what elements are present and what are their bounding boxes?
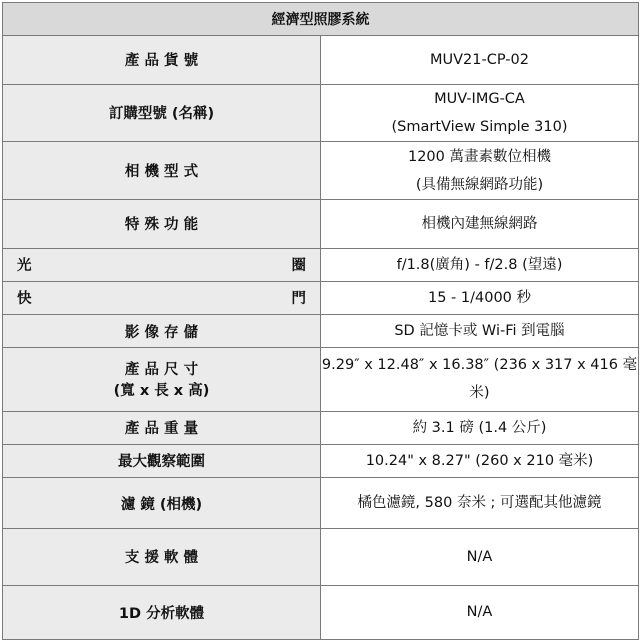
value-order-model <box>321 84 639 141</box>
value-text: 15 - 1/4000 秒 <box>427 289 532 306</box>
label-text: 產 品 貨 號 <box>124 53 199 70</box>
label-text: 產 品 重 量 <box>124 421 199 438</box>
spec-table <box>2 2 639 640</box>
label-text: 特 殊 功 能 <box>124 217 199 234</box>
label-text: 支 援 軟 體 <box>124 550 199 567</box>
value-text: (具備無線網路功能) <box>415 176 544 193</box>
label-text: 1D 分析軟體 <box>118 605 205 622</box>
value-text: 相機內建無線網路 <box>421 215 538 232</box>
label-image-storage <box>3 314 321 347</box>
label-text: 光 <box>17 258 32 275</box>
value-text: (SmartView Simple 310) <box>391 118 568 135</box>
table-row <box>3 477 639 528</box>
value-weight <box>321 411 639 444</box>
label-aperture <box>3 248 321 281</box>
value-text: N/A <box>466 548 493 565</box>
value-camera-type <box>321 141 639 199</box>
label-order-model <box>3 84 321 141</box>
label-filter <box>3 477 321 528</box>
value-view-range <box>321 444 639 477</box>
label-text: 快 <box>17 291 32 308</box>
value-product-number <box>321 36 639 84</box>
value-filter <box>321 477 639 528</box>
label-product-number <box>3 36 321 84</box>
label-text: 濾 鏡 (相機) <box>120 496 203 513</box>
table-row <box>3 36 639 84</box>
label-weight <box>3 411 321 444</box>
table-row <box>3 314 639 347</box>
label-text: 產 品 尺 寸 <box>124 362 199 379</box>
value-text: MUV21-CP-02 <box>430 51 529 68</box>
label-text: 最大觀察範圍 <box>118 454 205 471</box>
value-special-feature <box>321 200 639 248</box>
table-row <box>3 84 639 141</box>
table-row <box>3 444 639 477</box>
label-view-range <box>3 444 321 477</box>
table-row <box>3 200 639 248</box>
value-support-software <box>321 529 639 585</box>
label-shutter <box>3 281 321 314</box>
label-text: 門 <box>291 291 306 308</box>
table-row <box>3 348 639 411</box>
label-camera-type <box>3 141 321 199</box>
table-row <box>3 411 639 444</box>
value-text: 9.29″ x 12.48″ x 16.38″ (236 x 317 x 416 毫米) <box>321 357 638 402</box>
value-text: SD 記憶卡或 Wi-Fi 到電腦 <box>394 323 565 340</box>
table-row <box>3 141 639 199</box>
label-text: 影 像 存 儲 <box>124 324 199 341</box>
value-dimensions <box>321 348 639 411</box>
label-support-software <box>3 529 321 585</box>
label-dimensions <box>3 348 321 411</box>
label-text: (寬 x 長 x 高) <box>113 383 210 400</box>
title-row <box>3 3 639 36</box>
label-text: 相 機 型 式 <box>124 164 199 181</box>
table-row <box>3 529 639 585</box>
value-shutter <box>321 281 639 314</box>
value-text: 橘色濾鏡, 580 奈米 ; 可選配其他濾鏡 <box>357 495 602 512</box>
value-text: f/1.8(廣角) - f/2.8 (望遠) <box>396 256 563 273</box>
value-text: 約 3.1 磅 (1.4 公斤) <box>412 419 547 436</box>
value-text: N/A <box>466 604 493 621</box>
table-title: 經濟型照膠系統 <box>3 3 639 36</box>
value-aperture <box>321 248 639 281</box>
value-analysis-software <box>321 585 639 639</box>
value-text: 10.24" x 8.27" (260 x 210 毫米) <box>365 452 594 469</box>
label-text: 訂購型號 (名稱) <box>108 106 215 123</box>
value-text: 1200 萬畫素數位相機 <box>407 148 551 165</box>
value-text: MUV-IMG-CA <box>434 90 525 107</box>
label-special-feature <box>3 200 321 248</box>
value-image-storage <box>321 314 639 347</box>
table-row <box>3 585 639 639</box>
table-row <box>3 248 639 281</box>
label-analysis-software <box>3 585 321 639</box>
label-text: 圈 <box>291 258 306 275</box>
table-row <box>3 281 639 314</box>
